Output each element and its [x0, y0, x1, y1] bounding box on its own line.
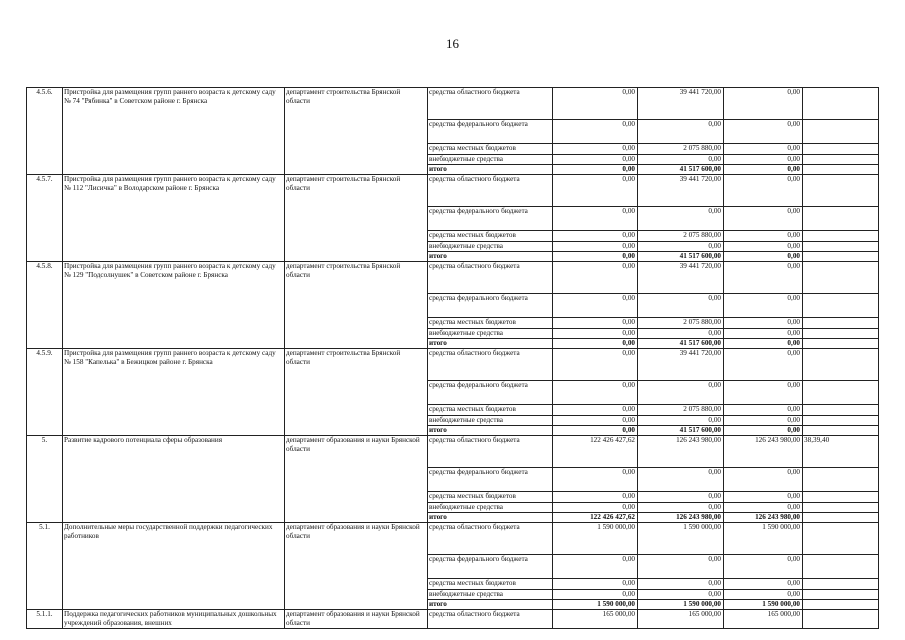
indicator-ref — [803, 416, 879, 426]
value-col-3: 1 590 000,00 — [724, 523, 803, 555]
funding-source: итого — [428, 339, 553, 349]
funding-source: внебюджетные средства — [428, 329, 553, 339]
value-col-2: 41 517 600,00 — [638, 426, 724, 436]
value-col-3: 0,00 — [724, 349, 803, 381]
value-col-2: 126 243 980,00 — [638, 436, 724, 468]
row-index: 5.1.1. — [27, 610, 63, 629]
funding-source: внебюджетные средства — [428, 503, 553, 513]
value-col-2: 0,00 — [638, 207, 724, 231]
value-col-3: 165 000,00 — [724, 610, 803, 629]
value-col-3: 0,00 — [724, 207, 803, 231]
indicator-ref — [803, 468, 879, 492]
value-col-2: 39 441 720,00 — [638, 262, 724, 294]
funding-source: средства федерального бюджета — [428, 381, 553, 405]
value-col-2: 39 441 720,00 — [638, 88, 724, 120]
value-col-2: 0,00 — [638, 492, 724, 503]
table-row — [27, 175, 879, 207]
funding-source: внебюджетные средства — [428, 242, 553, 252]
responsible-department: департамент строительства Брянской области — [285, 88, 428, 175]
value-col-1: 0,00 — [553, 165, 638, 175]
responsible-department: департамент образования и науки Брянской области — [285, 523, 428, 610]
funding-source: средства областного бюджета — [428, 523, 553, 555]
value-col-1: 165 000,00 — [553, 610, 638, 629]
value-col-2: 41 517 600,00 — [638, 339, 724, 349]
value-col-1: 1 590 000,00 — [553, 523, 638, 555]
funding-source: средства местных бюджетов — [428, 492, 553, 503]
value-col-2: 39 441 720,00 — [638, 349, 724, 381]
value-col-2: 2 075 880,00 — [638, 144, 724, 155]
value-col-2: 165 000,00 — [638, 610, 724, 629]
indicator-ref — [803, 590, 879, 600]
funding-source: средства местных бюджетов — [428, 231, 553, 242]
row-index: 4.5.9. — [27, 349, 63, 436]
indicator-ref — [803, 555, 879, 579]
table-row — [27, 88, 879, 120]
responsible-department: департамент строительства Брянской области — [285, 175, 428, 262]
funding-source: средства областного бюджета — [428, 262, 553, 294]
value-col-2: 0,00 — [638, 468, 724, 492]
value-col-3: 0,00 — [724, 381, 803, 405]
measure-name: Дополнительные меры государственной поддержки педагогических работников — [63, 523, 285, 610]
indicator-ref — [803, 600, 879, 610]
indicator-ref — [803, 492, 879, 503]
value-col-1: 0,00 — [553, 339, 638, 349]
value-col-2: 0,00 — [638, 381, 724, 405]
funding-source: итого — [428, 513, 553, 523]
indicator-ref — [803, 579, 879, 590]
funding-source: средства областного бюджета — [428, 349, 553, 381]
value-col-2: 2 075 880,00 — [638, 405, 724, 416]
indicator-ref — [803, 262, 879, 294]
value-col-2: 0,00 — [638, 503, 724, 513]
value-col-1: 0,00 — [553, 503, 638, 513]
funding-source: внебюджетные средства — [428, 416, 553, 426]
value-col-3: 126 243 980,00 — [724, 436, 803, 468]
value-col-3: 0,00 — [724, 492, 803, 503]
value-col-1: 0,00 — [553, 426, 638, 436]
value-col-2: 39 441 720,00 — [638, 175, 724, 207]
value-col-1: 0,00 — [553, 120, 638, 144]
value-col-3: 0,00 — [724, 88, 803, 120]
indicator-ref — [803, 426, 879, 436]
indicator-ref — [803, 175, 879, 207]
funding-source: итого — [428, 600, 553, 610]
funding-source: средства областного бюджета — [428, 436, 553, 468]
funding-source: итого — [428, 252, 553, 262]
responsible-department: департамент образования и науки Брянской области — [285, 610, 428, 629]
value-col-2: 0,00 — [638, 242, 724, 252]
value-col-3: 0,00 — [724, 120, 803, 144]
value-col-2: 2 075 880,00 — [638, 318, 724, 329]
value-col-1: 0,00 — [553, 579, 638, 590]
value-col-1: 0,00 — [553, 468, 638, 492]
funding-source: средства федерального бюджета — [428, 207, 553, 231]
value-col-1: 0,00 — [553, 405, 638, 416]
value-col-3: 0,00 — [724, 294, 803, 318]
funding-source: средства областного бюджета — [428, 88, 553, 120]
value-col-3: 0,00 — [724, 155, 803, 165]
value-col-2: 0,00 — [638, 555, 724, 579]
value-col-3: 0,00 — [724, 405, 803, 416]
row-index: 4.5.8. — [27, 262, 63, 349]
value-col-3: 0,00 — [724, 468, 803, 492]
value-col-3: 0,00 — [724, 252, 803, 262]
value-col-1: 1 590 000,00 — [553, 600, 638, 610]
value-col-1: 0,00 — [553, 381, 638, 405]
funding-source: итого — [428, 165, 553, 175]
indicator-ref — [803, 329, 879, 339]
indicator-ref — [803, 610, 879, 629]
value-col-3: 0,00 — [724, 426, 803, 436]
funding-source: внебюджетные средства — [428, 155, 553, 165]
table-row — [27, 262, 879, 294]
value-col-2: 0,00 — [638, 120, 724, 144]
value-col-1: 0,00 — [553, 262, 638, 294]
value-col-3: 0,00 — [724, 242, 803, 252]
indicator-ref — [803, 207, 879, 231]
indicator-ref — [803, 155, 879, 165]
indicator-ref — [803, 165, 879, 175]
funding-source: внебюджетные средства — [428, 590, 553, 600]
value-col-1: 0,00 — [553, 207, 638, 231]
value-col-1: 0,00 — [553, 231, 638, 242]
indicator-ref — [803, 231, 879, 242]
value-col-2: 126 243 980,00 — [638, 513, 724, 523]
responsible-department: департамент образования и науки Брянской области — [285, 436, 428, 523]
indicator-ref — [803, 294, 879, 318]
responsible-department: департамент строительства Брянской области — [285, 262, 428, 349]
measure-name: Пристройка для размещения групп раннего возраста к детскому саду № 129 "Подсолнушек" в Советском районе г. Брянска — [63, 262, 285, 349]
indicator-ref — [803, 242, 879, 252]
indicator-ref — [803, 120, 879, 144]
value-col-3: 0,00 — [724, 262, 803, 294]
value-col-1: 0,00 — [553, 155, 638, 165]
funding-source: средства федерального бюджета — [428, 468, 553, 492]
value-col-2: 0,00 — [638, 294, 724, 318]
funding-source: средства местных бюджетов — [428, 405, 553, 416]
indicator-ref — [803, 88, 879, 120]
indicator-ref — [803, 349, 879, 381]
value-col-3: 0,00 — [724, 416, 803, 426]
indicator-ref — [803, 318, 879, 329]
funding-source: средства местных бюджетов — [428, 579, 553, 590]
value-col-1: 0,00 — [553, 144, 638, 155]
table-row — [27, 523, 879, 555]
value-col-3: 126 243 980,00 — [724, 513, 803, 523]
value-col-1: 0,00 — [553, 88, 638, 120]
funding-source: средства федерального бюджета — [428, 120, 553, 144]
value-col-3: 0,00 — [724, 144, 803, 155]
value-col-1: 0,00 — [553, 416, 638, 426]
indicator-ref — [803, 339, 879, 349]
value-col-2: 2 075 880,00 — [638, 231, 724, 242]
funding-source: средства федерального бюджета — [428, 555, 553, 579]
page-number: 16 — [446, 36, 459, 51]
measure-name: Пристройка для размещения групп раннего возраста к детскому саду № 158 "Капелька" в Бежицком районе г. Брянска — [63, 349, 285, 436]
indicator-ref — [803, 503, 879, 513]
indicator-ref — [803, 523, 879, 555]
indicator-ref — [803, 513, 879, 523]
value-col-1: 0,00 — [553, 252, 638, 262]
value-col-1: 0,00 — [553, 492, 638, 503]
row-index: 4.5.6. — [27, 88, 63, 175]
funding-source: средства федерального бюджета — [428, 294, 553, 318]
budget-table — [26, 87, 879, 629]
indicator-ref — [803, 144, 879, 155]
funding-source: средства местных бюджетов — [428, 318, 553, 329]
value-col-1: 0,00 — [553, 242, 638, 252]
value-col-1: 0,00 — [553, 318, 638, 329]
measure-name: Развитие кадрового потенциала сферы образования — [63, 436, 285, 523]
value-col-3: 0,00 — [724, 590, 803, 600]
value-col-2: 0,00 — [638, 590, 724, 600]
measure-name: Пристройка для размещения групп раннего возраста к детскому саду № 74 "Рябинка" в Советском районе г. Брянска — [63, 88, 285, 175]
value-col-3: 0,00 — [724, 503, 803, 513]
table-row — [27, 436, 879, 468]
measure-name: Пристройка для размещения групп раннего возраста к детскому саду № 112 "Лисичка" в Володарском районе г. Брянска — [63, 175, 285, 262]
value-col-1: 0,00 — [553, 349, 638, 381]
value-col-3: 0,00 — [724, 329, 803, 339]
table-row — [27, 349, 879, 381]
value-col-2: 41 517 600,00 — [638, 165, 724, 175]
value-col-3: 0,00 — [724, 555, 803, 579]
funding-source: итого — [428, 426, 553, 436]
value-col-1: 0,00 — [553, 555, 638, 579]
row-index: 4.5.7. — [27, 175, 63, 262]
value-col-3: 0,00 — [724, 231, 803, 242]
funding-source: средства областного бюджета — [428, 175, 553, 207]
value-col-2: 1 590 000,00 — [638, 523, 724, 555]
indicator-ref — [803, 405, 879, 416]
table-row — [27, 610, 879, 629]
value-col-2: 0,00 — [638, 329, 724, 339]
value-col-1: 0,00 — [553, 590, 638, 600]
indicator-ref — [803, 252, 879, 262]
value-col-3: 0,00 — [724, 339, 803, 349]
value-col-1: 0,00 — [553, 175, 638, 207]
row-index: 5. — [27, 436, 63, 523]
value-col-2: 41 517 600,00 — [638, 252, 724, 262]
value-col-2: 1 590 000,00 — [638, 600, 724, 610]
measure-name: Поддержка педагогических работников муниципальных дошкольных учреждений образования, внешних — [63, 610, 285, 629]
value-col-1: 122 426 427,62 — [553, 436, 638, 468]
value-col-2: 0,00 — [638, 155, 724, 165]
value-col-1: 0,00 — [553, 329, 638, 339]
value-col-1: 0,00 — [553, 294, 638, 318]
value-col-3: 0,00 — [724, 165, 803, 175]
indicator-ref: 38,39,40 — [803, 436, 879, 468]
funding-source: средства областного бюджета — [428, 610, 553, 629]
row-index: 5.1. — [27, 523, 63, 610]
value-col-3: 0,00 — [724, 175, 803, 207]
responsible-department: департамент строительства Брянской области — [285, 349, 428, 436]
indicator-ref — [803, 381, 879, 405]
value-col-2: 0,00 — [638, 416, 724, 426]
value-col-1: 122 426 427,62 — [553, 513, 638, 523]
value-col-3: 1 590 000,00 — [724, 600, 803, 610]
value-col-3: 0,00 — [724, 318, 803, 329]
funding-source: средства местных бюджетов — [428, 144, 553, 155]
value-col-3: 0,00 — [724, 579, 803, 590]
value-col-2: 0,00 — [638, 579, 724, 590]
